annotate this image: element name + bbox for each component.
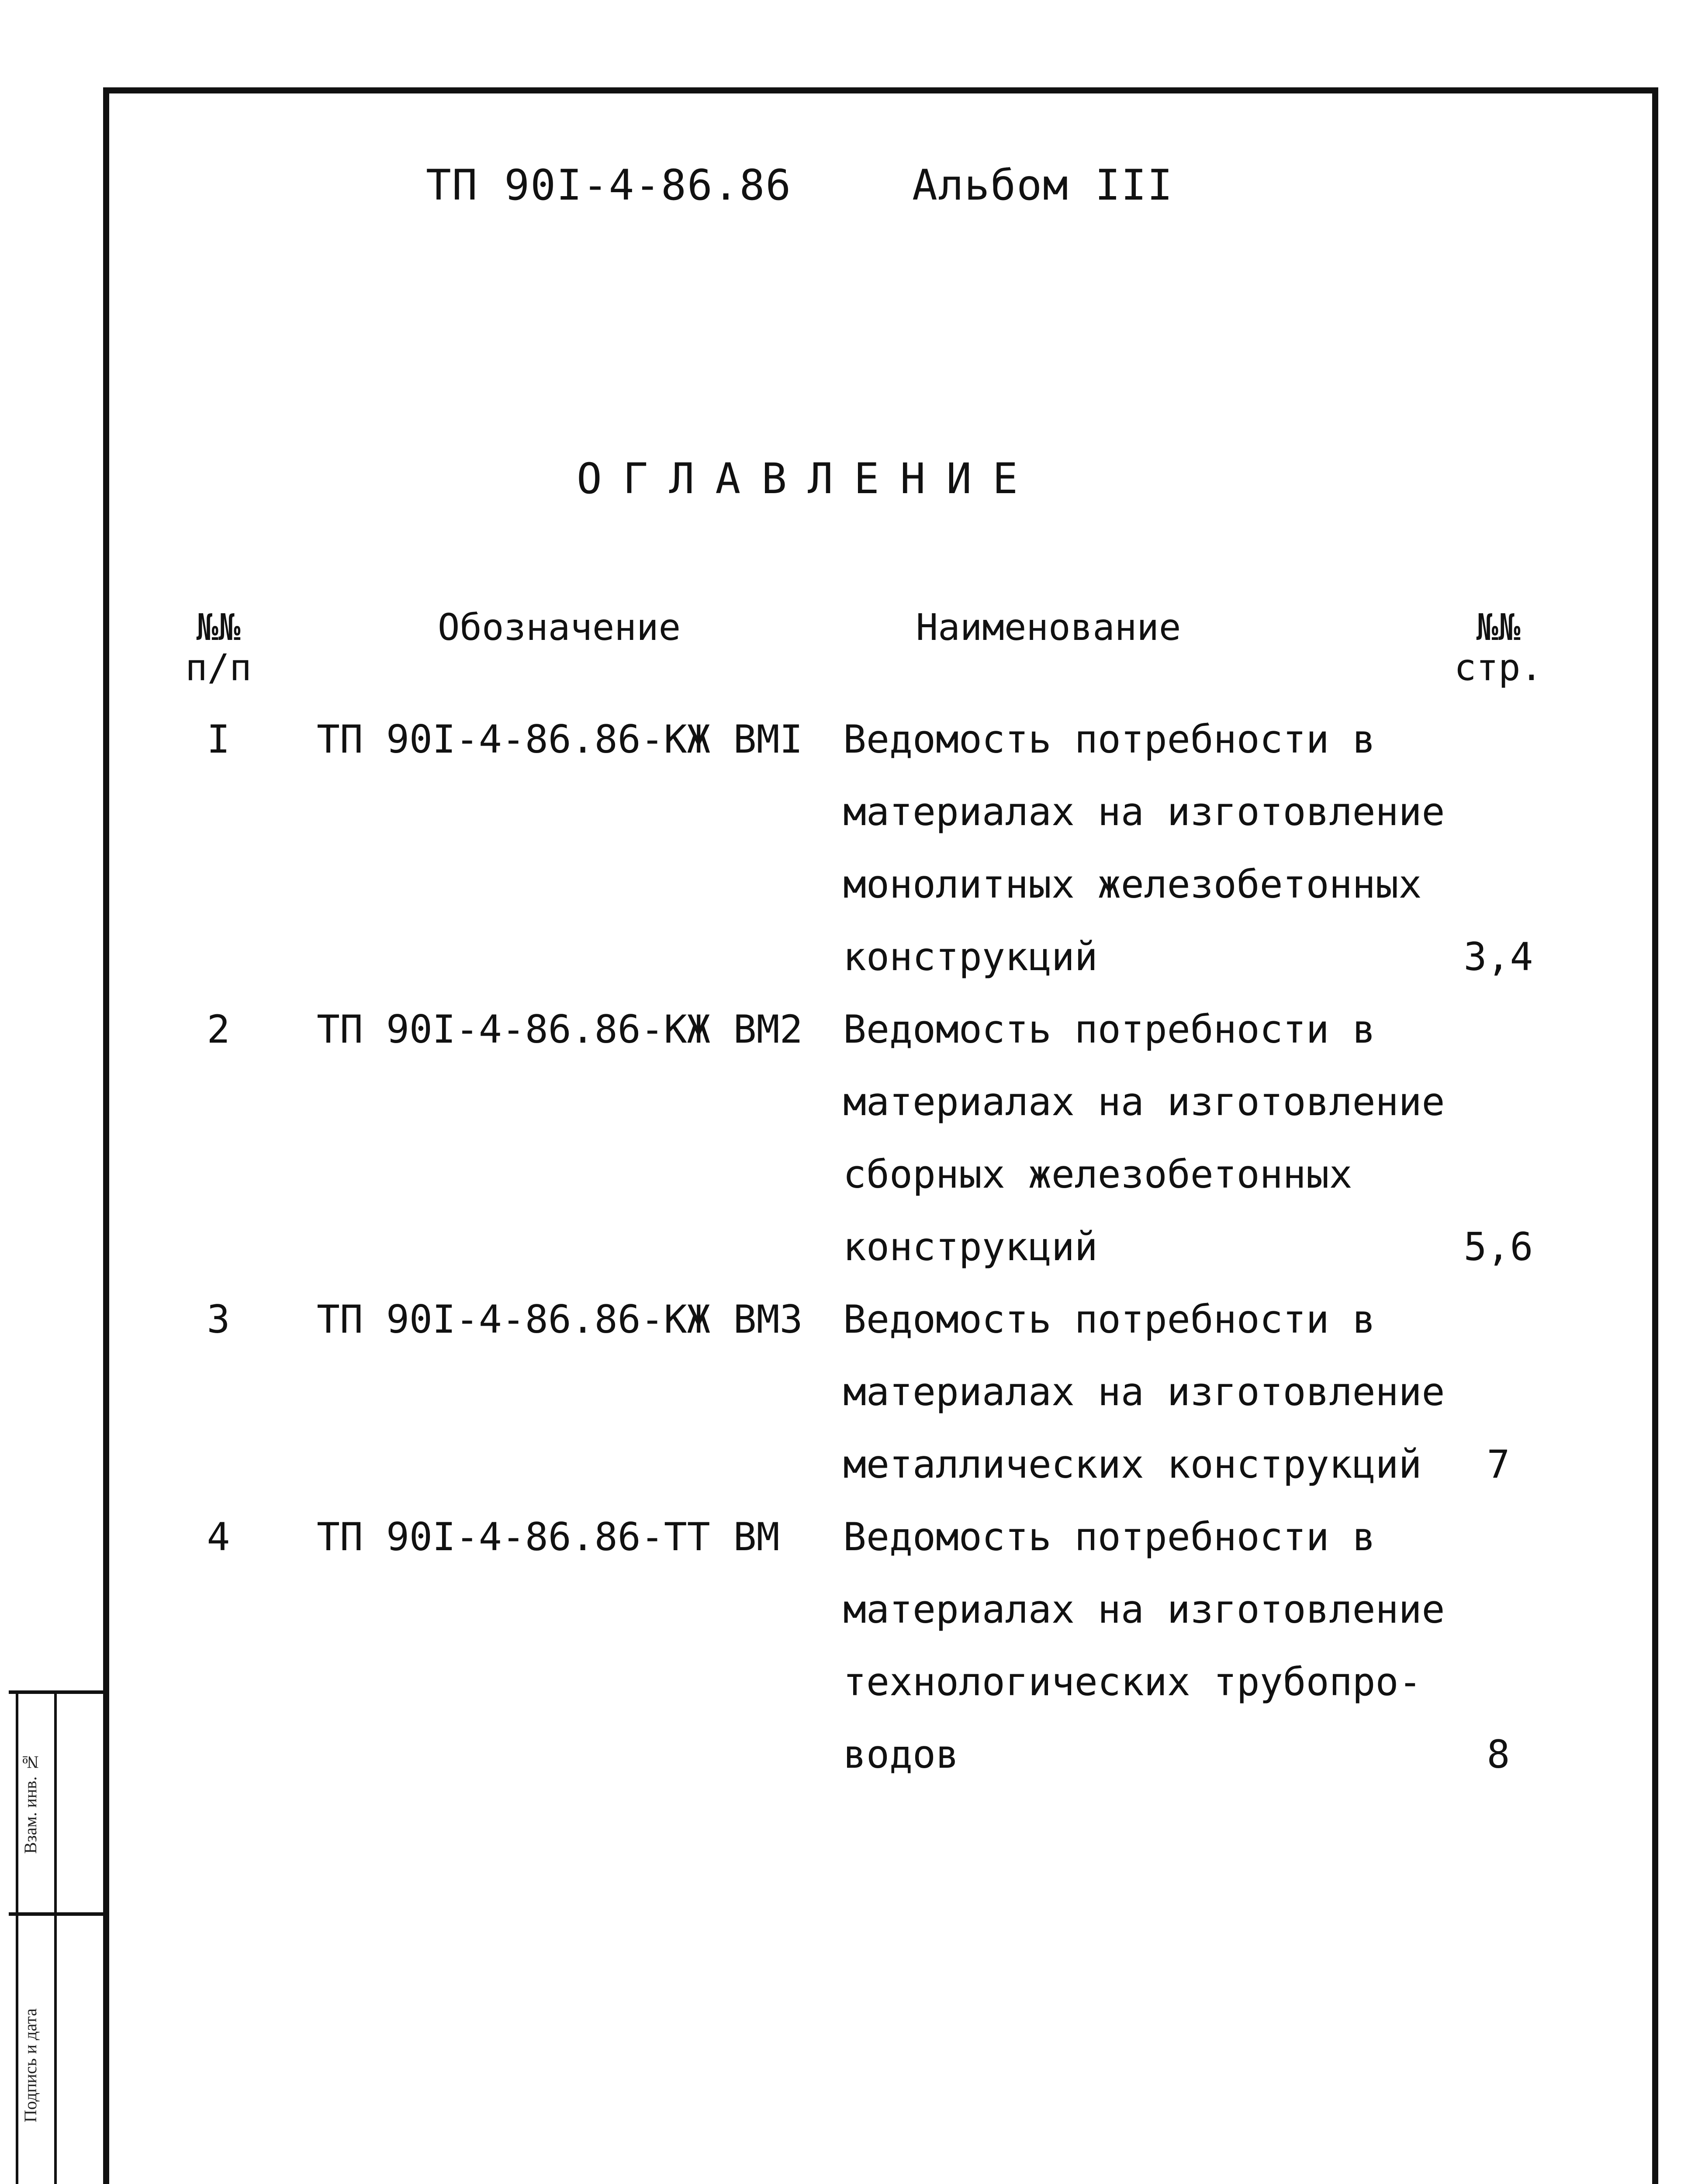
header-designation: Обозначение xyxy=(437,606,681,649)
row-designation: ТП 90I-4-86.86-КЖ ВМI xyxy=(317,717,803,762)
header-item-number-line2: п/п xyxy=(185,646,252,689)
row-name-line: материалах на изготовление xyxy=(843,1587,1445,1632)
row-name-line: материалах на изготовление xyxy=(843,789,1445,834)
row-name xyxy=(843,993,1468,1283)
header-item-number xyxy=(175,607,262,688)
row-number: I xyxy=(207,717,230,762)
row-name-line: конструкций xyxy=(843,934,1098,979)
row-page: 3,4 xyxy=(1463,934,1533,979)
stamp-inv-replacement: Взам. инв. № xyxy=(21,1752,40,1854)
stamp-divider xyxy=(16,1694,18,2184)
row-name-line: Ведомость потребности в xyxy=(843,1297,1376,1342)
row-number: 2 xyxy=(207,1007,230,1052)
stamp-signature-date: Подпись и дата xyxy=(21,2008,40,2122)
stamp-divider xyxy=(54,1694,57,2184)
row-name-line: конструкций xyxy=(843,1224,1098,1269)
header-item-number-line1: №№ xyxy=(196,606,241,649)
row-name-line: технологических трубопро- xyxy=(843,1659,1422,1704)
row-page: 5,6 xyxy=(1463,1224,1533,1269)
row-name-line: Ведомость потребности в xyxy=(843,1514,1376,1559)
row-name-line: материалах на изготовление xyxy=(843,1079,1445,1124)
header-page-number-line1: №№ xyxy=(1476,606,1521,649)
row-name xyxy=(843,1283,1468,1501)
row-number: 3 xyxy=(207,1297,230,1342)
row-name xyxy=(843,703,1468,993)
page-title: ОГЛАВЛЕНИЕ xyxy=(577,454,1039,503)
row-name xyxy=(843,1501,1468,1791)
row-name-line: Ведомость потребности в xyxy=(843,717,1376,762)
row-designation: ТП 90I-4-86.86-ТТ ВМ xyxy=(317,1514,780,1559)
row-name-line: монолитных железобетонных xyxy=(843,862,1422,907)
album-label: Альбом III xyxy=(912,161,1173,210)
row-designation: ТП 90I-4-86.86-КЖ ВМ3 xyxy=(317,1297,803,1342)
document-code: ТП 90I-4-86.86 xyxy=(426,161,792,210)
row-name-line: Ведомость потребности в xyxy=(843,1007,1376,1052)
header-page-number xyxy=(1442,607,1555,688)
row-designation: ТП 90I-4-86.86-КЖ ВМ2 xyxy=(317,1007,803,1052)
row-name-line: сборных железобетонных xyxy=(843,1152,1352,1197)
row-page: 8 xyxy=(1487,1732,1510,1777)
row-page: 7 xyxy=(1487,1442,1510,1487)
row-name-line: металлических конструкций xyxy=(843,1442,1422,1487)
row-name-line: водов xyxy=(843,1732,959,1777)
side-stamp xyxy=(9,1690,104,2184)
row-number: 4 xyxy=(207,1514,230,1559)
header-page-number-line2: стр. xyxy=(1454,646,1543,689)
row-name-line: материалах на изготовление xyxy=(843,1369,1445,1414)
stamp-divider xyxy=(9,1912,104,1916)
header-name: Наименование xyxy=(916,606,1181,649)
